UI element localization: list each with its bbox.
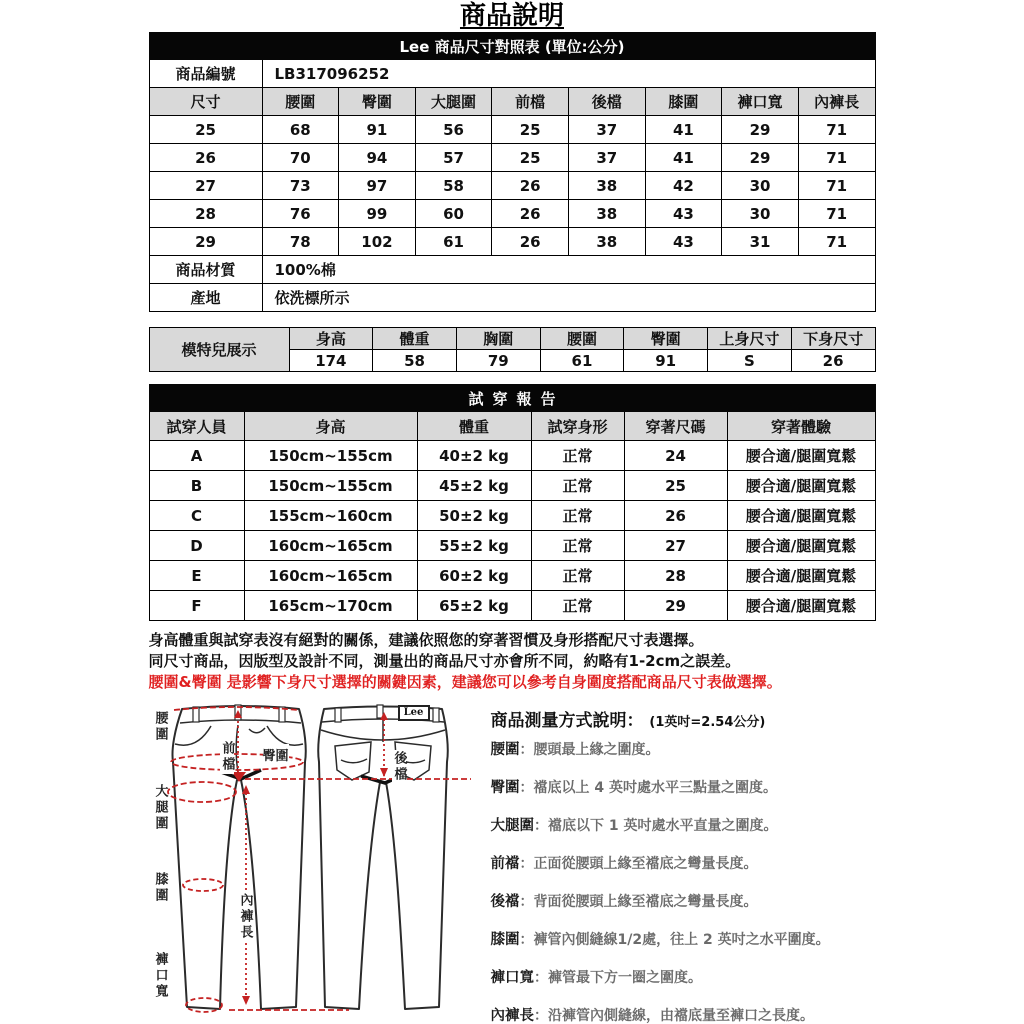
measure-item <box>491 892 876 912</box>
diagram-label-hip: 臀圍 <box>263 744 289 765</box>
measure-desc: ：沿褲管內側縫線，由襠底量至褲口之長度。 <box>534 1008 814 1024</box>
table-cell: 25 <box>492 144 569 172</box>
table-cell: 56 <box>415 116 492 144</box>
page-title: 商品說明 <box>459 1 564 31</box>
diagram-label-thigh: 大腿圍 <box>152 784 168 832</box>
table-cell: 71 <box>798 116 875 144</box>
diagram-label-inseam: 內褲長 <box>237 893 253 941</box>
table-cell: 25 <box>149 116 262 144</box>
table-cell: 正常 <box>531 471 624 501</box>
table-cell: B <box>149 471 244 501</box>
measure-item <box>491 740 876 760</box>
table-cell: 42 <box>645 172 722 200</box>
column-header: 試穿身形 <box>531 412 624 441</box>
measure-desc: ：襠底以下 1 英吋處水平直量之圍度。 <box>534 818 778 834</box>
table-cell: 91 <box>339 116 416 144</box>
table-cell: 43 <box>645 228 722 256</box>
measure-item <box>491 1006 876 1024</box>
table-cell: 29 <box>149 228 262 256</box>
jeans-diagram <box>149 704 483 1024</box>
measure-item <box>491 930 876 950</box>
table-cell: D <box>149 531 244 561</box>
table-cell: 38 <box>569 200 646 228</box>
measure-term: 後襠 <box>490 894 520 910</box>
table-cell: 76 <box>262 200 339 228</box>
measure-item <box>491 968 876 988</box>
table-cell: 腰合適/腿圍寬鬆 <box>727 561 875 591</box>
jeans-illustration <box>149 704 483 1024</box>
measure-desc: ：背面從腰頭上緣至襠底之彎量長度。 <box>519 894 758 910</box>
table-cell: 41 <box>645 116 722 144</box>
table-cell: 37 <box>569 116 646 144</box>
measure-term: 內褲長 <box>490 1008 534 1024</box>
table-row <box>149 501 875 531</box>
material-label: 商品材質 <box>149 256 262 284</box>
column-header: 身高 <box>289 328 373 350</box>
table-cell: 25 <box>624 471 727 501</box>
table-cell: 腰合適/腿圍寬鬆 <box>727 471 875 501</box>
table-cell: 43 <box>645 200 722 228</box>
table-cell: 正常 <box>531 561 624 591</box>
table-row <box>149 228 875 256</box>
table-cell: 26 <box>624 501 727 531</box>
table-cell: 腰合適/腿圍寬鬆 <box>727 531 875 561</box>
note-line-warning: 腰圍&臀圍 是影響下身尺寸選擇的關鍵因素，建議您可以參考自身圍度搭配商品尺寸表做選擇。 <box>148 673 782 691</box>
table-cell: 58 <box>415 172 492 200</box>
table-cell: 26 <box>492 228 569 256</box>
table-cell: 24 <box>624 441 727 471</box>
table-cell: 30 <box>722 200 799 228</box>
table-cell: 28 <box>149 200 262 228</box>
measure-guide-unit-note: (1英吋=2.54公分) <box>649 715 766 730</box>
product-code-value: LB317096252 <box>262 60 875 88</box>
bottom-section <box>149 704 876 1024</box>
column-header: 褲口寬 <box>722 88 799 116</box>
table-cell: E <box>149 561 244 591</box>
measure-term: 膝圍 <box>490 932 520 948</box>
column-header: 試穿人員 <box>149 412 244 441</box>
table-cell: 50±2 kg <box>417 501 531 531</box>
diagram-label-back-rise: 後檔 <box>391 751 407 783</box>
table-cell: 正常 <box>531 441 624 471</box>
size-table <box>149 32 876 312</box>
fitting-table-title-bar <box>149 385 875 412</box>
table-row <box>149 441 875 471</box>
table-cell: 61 <box>415 228 492 256</box>
table-row <box>149 471 875 501</box>
table-cell: S <box>708 350 792 372</box>
table-cell: 58 <box>373 350 457 372</box>
table-cell: 155cm~160cm <box>244 501 417 531</box>
table-cell: 99 <box>339 200 416 228</box>
table-cell: 26 <box>791 350 875 372</box>
diagram-label-waist: 腰圍 <box>152 711 168 743</box>
material-row <box>149 256 875 284</box>
table-cell: 70 <box>262 144 339 172</box>
table-row <box>149 144 875 172</box>
table-cell: 37 <box>569 144 646 172</box>
fitting-table-body <box>149 441 875 621</box>
table-cell: 31 <box>722 228 799 256</box>
table-cell: 29 <box>722 116 799 144</box>
column-header: 大腿圍 <box>415 88 492 116</box>
table-cell: 26 <box>149 144 262 172</box>
measure-guide-title-text: 商品測量方式說明： <box>490 711 644 731</box>
table-cell: 正常 <box>531 591 624 621</box>
table-cell: 28 <box>624 561 727 591</box>
table-cell: 160cm~165cm <box>244 561 417 591</box>
table-row <box>149 200 875 228</box>
table-cell: 60 <box>415 200 492 228</box>
product-code-row <box>149 60 875 88</box>
size-table-title-bar <box>149 33 875 60</box>
table-cell: 79 <box>456 350 540 372</box>
table-cell: 25 <box>492 116 569 144</box>
table-cell: 73 <box>262 172 339 200</box>
origin-label: 產地 <box>149 284 262 312</box>
column-header: 腰圍 <box>262 88 339 116</box>
size-table-body <box>149 116 875 256</box>
measure-term: 大腿圍 <box>490 818 534 834</box>
measure-guide <box>483 704 876 1024</box>
table-cell: 腰合適/腿圍寬鬆 <box>727 501 875 531</box>
table-cell: 29 <box>624 591 727 621</box>
measure-term: 褲口寬 <box>490 970 534 986</box>
content-area <box>149 32 876 1024</box>
measure-desc: ：腰頭最上緣之圍度。 <box>519 742 660 758</box>
measure-term: 臀圍 <box>490 780 520 796</box>
product-code-label: 商品編號 <box>149 60 262 88</box>
origin-value: 依洗標所示 <box>262 284 875 312</box>
table-cell: 165cm~170cm <box>244 591 417 621</box>
table-cell: 腰合適/腿圍寬鬆 <box>727 441 875 471</box>
table-cell: 91 <box>624 350 708 372</box>
column-header: 前檔 <box>492 88 569 116</box>
table-cell: 27 <box>149 172 262 200</box>
measure-desc: ：褲管最下方一圈之圍度。 <box>534 970 702 986</box>
table-cell: A <box>149 441 244 471</box>
column-header: 穿著尺碼 <box>624 412 727 441</box>
column-header: 身高 <box>244 412 417 441</box>
table-cell: 61 <box>540 350 624 372</box>
column-header: 尺寸 <box>149 88 262 116</box>
table-row <box>149 561 875 591</box>
table-cell: 38 <box>569 172 646 200</box>
measure-guide-title <box>491 706 876 731</box>
measure-item <box>491 854 876 874</box>
model-row-label: 模特兒展示 <box>149 328 289 372</box>
table-cell: 正常 <box>531 501 624 531</box>
table-row <box>149 531 875 561</box>
table-cell: 160cm~165cm <box>244 531 417 561</box>
measure-term: 前襠 <box>490 856 520 872</box>
table-cell: 40±2 kg <box>417 441 531 471</box>
table-cell: 150cm~155cm <box>244 471 417 501</box>
table-cell: 29 <box>722 144 799 172</box>
table-cell: 41 <box>645 144 722 172</box>
fitting-table-title: 試穿報告 <box>149 385 875 412</box>
table-cell: 97 <box>339 172 416 200</box>
column-header: 穿著體驗 <box>727 412 875 441</box>
column-header: 臀圍 <box>624 328 708 350</box>
table-row <box>149 591 875 621</box>
table-cell: 27 <box>624 531 727 561</box>
table-cell: 102 <box>339 228 416 256</box>
model-table-header-row <box>149 328 875 350</box>
material-value: 100%棉 <box>262 256 875 284</box>
table-cell: 78 <box>262 228 339 256</box>
table-cell: 30 <box>722 172 799 200</box>
column-header: 膝圍 <box>645 88 722 116</box>
lee-brand-patch: Lee <box>398 705 430 721</box>
table-cell: 腰合適/腿圍寬鬆 <box>727 591 875 621</box>
table-cell: C <box>149 501 244 531</box>
measure-desc: ：正面從腰頭上緣至襠底之彎量長度。 <box>519 856 758 872</box>
measure-desc: ：褲管內側縫線1/2處，往上 2 英吋之水平圍度。 <box>519 932 830 948</box>
table-cell: 68 <box>262 116 339 144</box>
column-header: 下身尺寸 <box>791 328 875 350</box>
column-header: 胸圍 <box>456 328 540 350</box>
table-cell: 60±2 kg <box>417 561 531 591</box>
table-cell: 正常 <box>531 531 624 561</box>
fitting-table <box>149 384 876 621</box>
table-row <box>149 116 875 144</box>
table-cell: 71 <box>798 172 875 200</box>
table-cell: 45±2 kg <box>417 471 531 501</box>
measure-term: 腰圍 <box>490 742 520 758</box>
table-cell: 55±2 kg <box>417 531 531 561</box>
note-line-1: 身高體重與試穿表沒有絕對的關係，建議依照您的穿著習慣及身形搭配尺寸表選擇。 <box>148 631 704 649</box>
diagram-label-front-rise: 前檔 <box>219 741 235 773</box>
table-cell: 94 <box>339 144 416 172</box>
model-table <box>149 327 876 372</box>
table-cell: F <box>149 591 244 621</box>
note-line-2: 同尺寸商品，因版型及設計不同，測量出的商品尺寸亦會所不同，約略有1-2cm之誤差。 <box>148 652 741 670</box>
measure-guide-items <box>491 740 876 1024</box>
table-cell: 150cm~155cm <box>244 441 417 471</box>
fitting-table-header-row <box>149 412 875 441</box>
measure-item <box>491 816 876 836</box>
table-cell: 38 <box>569 228 646 256</box>
column-header: 內褲長 <box>798 88 875 116</box>
column-header: 體重 <box>373 328 457 350</box>
table-cell: 71 <box>798 144 875 172</box>
table-cell: 174 <box>289 350 373 372</box>
table-cell: 71 <box>798 200 875 228</box>
table-row <box>149 172 875 200</box>
table-cell: 26 <box>492 200 569 228</box>
column-header: 後檔 <box>569 88 646 116</box>
notes <box>149 630 876 693</box>
table-cell: 71 <box>798 228 875 256</box>
table-cell: 65±2 kg <box>417 591 531 621</box>
diagram-label-knee: 膝圍 <box>152 872 168 904</box>
measure-desc: ：襠底以上 4 英吋處水平三點量之圍度。 <box>519 780 777 796</box>
diagram-label-leg-opening: 褲口寬 <box>152 952 168 1000</box>
column-header: 體重 <box>417 412 531 441</box>
column-header: 上身尺寸 <box>708 328 792 350</box>
size-table-header-row <box>149 88 875 116</box>
measure-item <box>491 778 876 798</box>
origin-row <box>149 284 875 312</box>
table-cell: 26 <box>492 172 569 200</box>
table-cell: 57 <box>415 144 492 172</box>
size-table-title: Lee 商品尺寸對照表 (單位:公分) <box>149 33 875 60</box>
column-header: 臀圍 <box>339 88 416 116</box>
column-header: 腰圍 <box>540 328 624 350</box>
